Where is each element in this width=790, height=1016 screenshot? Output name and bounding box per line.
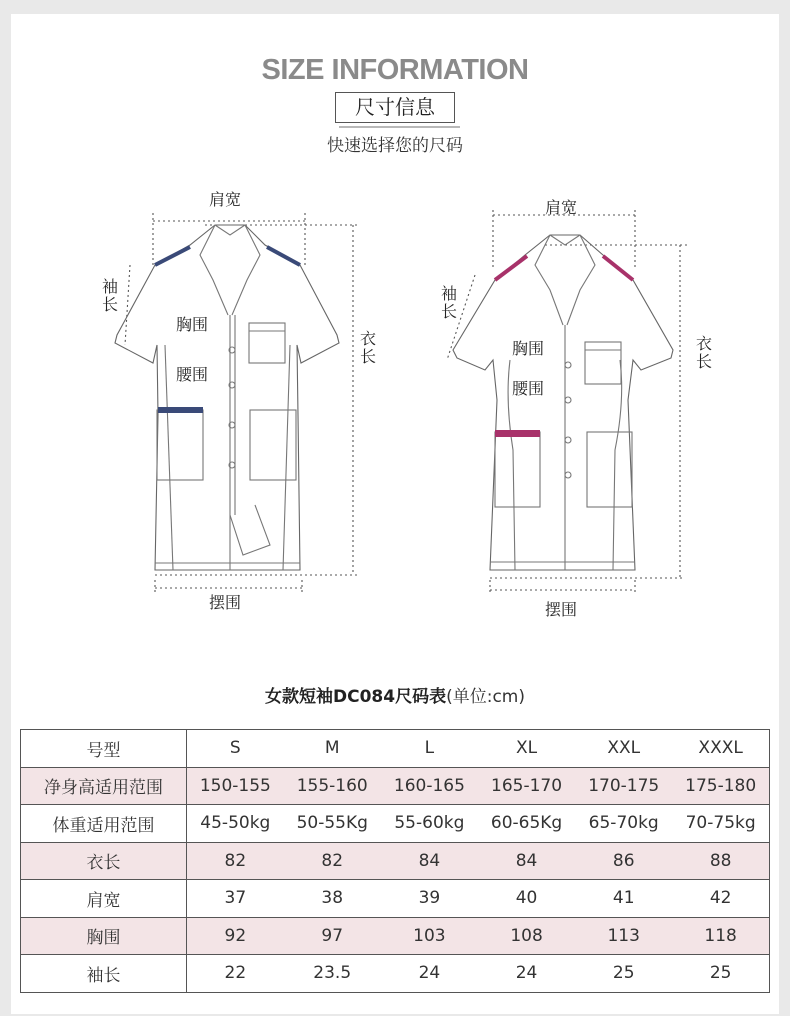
right-chest-label: 胸围 [512,339,545,358]
table-cell: 86 [575,842,672,880]
table-cell: 82 [187,842,284,880]
table-cell: 40 [478,880,575,918]
table-cell: 103 [381,917,478,955]
table-cell: 118 [672,917,769,955]
size-table-title-main: 女款短袖DC084尺码表 [265,687,447,707]
table-cell: 84 [381,842,478,880]
right-shoulder-label: 肩宽 [545,198,578,217]
table-cell: L [381,730,478,768]
table-cell: XL [478,730,575,768]
row-label: 胸围 [21,917,187,955]
left-shoulder-label: 肩宽 [209,190,242,209]
table-cell: 97 [284,917,381,955]
table-cell: S [187,730,284,768]
table-cell: 108 [478,917,575,955]
left-hem-label: 摆围 [209,593,242,612]
page-title: SIZE INFORMATION [261,54,529,86]
table-cell: XXL [575,730,672,768]
table-cell: 84 [478,842,575,880]
table-cell: 24 [381,955,478,993]
table-cell: XXXL [672,730,769,768]
table-cell: 170-175 [575,767,672,805]
table-row [21,917,770,955]
right-length-label: 衣长 [695,334,712,371]
right-sleeve-label: 袖长 [440,284,457,321]
table-cell: 165-170 [478,767,575,805]
table-cell: 41 [575,880,672,918]
size-table [20,729,770,993]
size-table-unit: (单位:cm) [446,687,525,707]
right-garment-illustration [435,200,725,620]
table-cell: 42 [672,880,769,918]
table-cell: 25 [672,955,769,993]
right-waist-label: 腰围 [512,379,545,398]
right-hem-label: 摆围 [545,600,578,619]
table-cell: 37 [187,880,284,918]
table-cell: 38 [284,880,381,918]
table-cell: 70-75kg [672,805,769,843]
table-cell: 113 [575,917,672,955]
table-cell: 82 [284,842,381,880]
row-label: 净身高适用范围 [21,767,187,805]
left-waist-label: 腰围 [176,365,209,384]
table-row [21,767,770,805]
table-cell: 22 [187,955,284,993]
table-cell: 65-70kg [575,805,672,843]
table-cell: 55-60kg [381,805,478,843]
table-row [21,842,770,880]
table-row [21,805,770,843]
table-cell: 45-50kg [187,805,284,843]
row-label: 袖长 [21,955,187,993]
left-length-label: 衣长 [359,329,376,366]
size-table-title [0,682,790,707]
table-cell: 23.5 [284,955,381,993]
left-garment-illustration [95,185,385,625]
table-row [21,880,770,918]
table-row [21,955,770,993]
table-cell: 39 [381,880,478,918]
table-cell: 175-180 [672,767,769,805]
table-cell: 60-65Kg [478,805,575,843]
page-tagline: 快速选择您的尺码 [327,136,463,156]
left-sleeve-label: 袖长 [101,277,118,314]
table-cell: 24 [478,955,575,993]
row-label: 体重适用范围 [21,805,187,843]
table-cell: 25 [575,955,672,993]
table-cell: 155-160 [284,767,381,805]
row-label: 号型 [21,730,187,768]
table-cell: 88 [672,842,769,880]
left-chest-label: 胸围 [176,315,209,334]
table-row [21,730,770,768]
table-cell: M [284,730,381,768]
table-cell: 160-165 [381,767,478,805]
table-cell: 92 [187,917,284,955]
row-label: 衣长 [21,842,187,880]
page-subtitle: 尺寸信息 [335,92,455,123]
table-cell: 50-55Kg [284,805,381,843]
row-label: 肩宽 [21,880,187,918]
table-cell: 150-155 [187,767,284,805]
